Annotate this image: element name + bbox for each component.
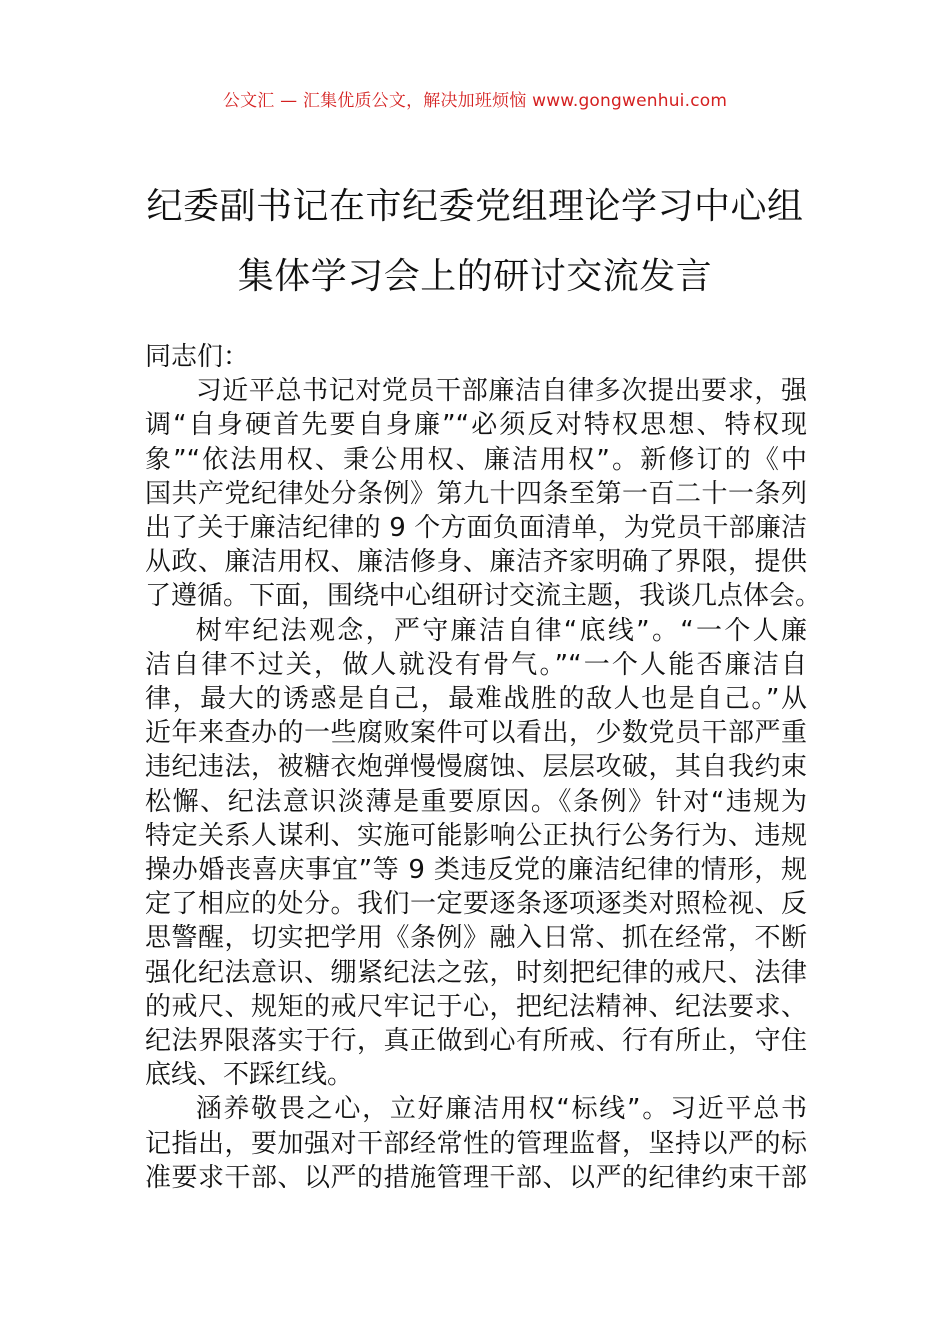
watermark-header: 公文汇 — 汇集优质公文，解决加班烦恼 www.gongwenhui.com [222, 91, 728, 111]
text-line: 洁自律不过关，做人就没有骨气。”“一个人能否廉洁自 [145, 649, 807, 680]
text-line: 特定关系人谋利、实施可能影响公正执行公务行为、违规 [145, 820, 807, 851]
text-line: 操办婚丧喜庆事宜”等 9 类违反党的廉洁纪律的情形，规 [145, 855, 807, 886]
paragraph-1 [145, 374, 822, 613]
text-line: 定了相应的处分。我们一定要逐条逐项逐类对照检视、反 [145, 889, 807, 920]
text-line: 调“自身硬首先要自身廉”“必须反对特权思想、特权现 [145, 410, 807, 441]
text-line: 松懈、纪法意识淡薄是重要原因。《条例》针对“违规为 [145, 786, 807, 817]
paragraph-2 [145, 614, 807, 1093]
text-line: 习近平总书记对党员干部廉洁自律多次提出要求，强 [195, 376, 807, 407]
title-line-2: 集体学习会上的研讨交流发言 [237, 256, 713, 297]
text-line: 纪法界限落实于行，真正做到心有所戒、行有所止，守住 [145, 1026, 807, 1057]
document-body [145, 340, 822, 1195]
text-line: 违纪违法，被糖衣炮弹慢慢腐蚀、层层攻破，其自我约束 [145, 752, 807, 783]
text-line: 出了关于廉洁纪律的 9 个方面负面清单，为党员干部廉洁 [145, 513, 807, 544]
text-line: 记指出，要加强对干部经常性的管理监督，坚持以严的标 [145, 1128, 807, 1159]
text-line: 从政、廉洁用权、廉洁修身、廉洁齐家明确了界限，提供 [145, 547, 807, 578]
text-line: 的戒尺、规矩的戒尺牢记于心，把纪法精神、纪法要求、 [145, 991, 807, 1022]
text-line: 了遵循。下面，围绕中心组研讨交流主题，我谈几点体会。 [145, 581, 822, 612]
title-line-1: 纪委副书记在市纪委党组理论学习中心组 [146, 186, 804, 227]
text-line: 涵养敬畏之心，立好廉洁用权“标线”。习近平总书 [195, 1094, 807, 1125]
salutation: 同志们： [145, 342, 250, 372]
text-line: 准要求干部、以严的措施管理干部、以严的纪律约束干部 [145, 1162, 807, 1193]
text-line: 国共产党纪律处分条例》第九十四条至第一百二十一条列 [145, 478, 807, 509]
text-line: 近年来查办的一些腐败案件可以看出，少数党员干部严重 [145, 718, 807, 749]
text-line: 象”“依法用权、秉公用权、廉洁用权”。新修订的《中 [145, 444, 807, 475]
text-line: 思警醒，切实把学用《条例》融入日常、抓在经常，不断 [145, 923, 807, 954]
document-title [100, 172, 850, 312]
text-line: 律，最大的诱惑是自己，最难战胜的敌人也是自己。”从 [145, 684, 807, 715]
paragraph-3 [145, 1092, 807, 1195]
text-line: 树牢纪法观念，严守廉洁自律“底线”。“一个人廉 [195, 615, 807, 646]
text-line: 底线、不踩红线。 [145, 1060, 354, 1091]
text-line: 强化纪法意识、绷紧纪法之弦，时刻把纪律的戒尺、法律 [145, 957, 807, 988]
